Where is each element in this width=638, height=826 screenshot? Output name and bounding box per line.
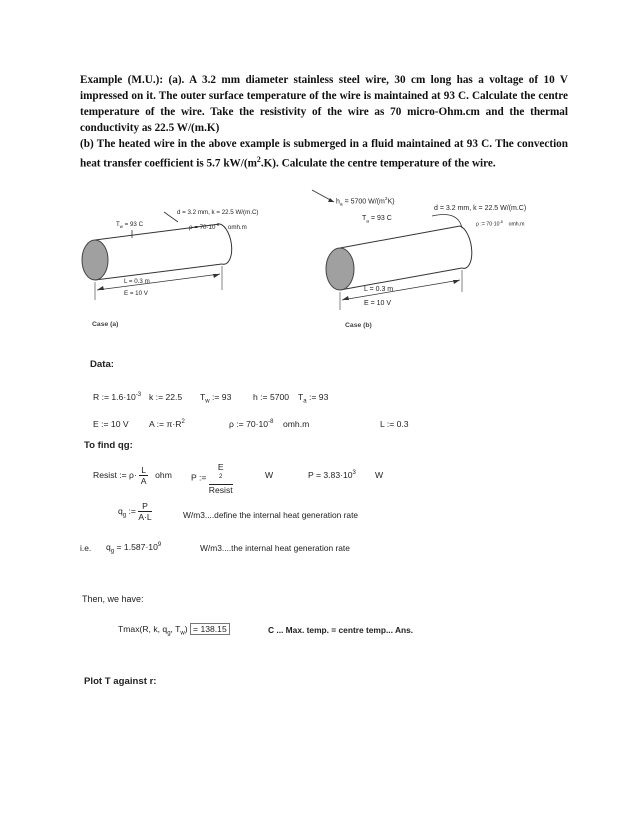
var-rho: ρ := $70\cdot 10^{-8}$ omh.m bbox=[229, 419, 310, 429]
var-E: E := 10 V bbox=[93, 419, 129, 429]
var-h: h := 5700 bbox=[253, 392, 290, 402]
problem-part-a: Example (M.U.): (a). A 3.2 mm diameter stainless steel wire, 30 cm long has a voltage of 10 V impressed on it. The outer surface temperature of the wire is maintained at 93 C. Calculate the centre temperature of the wire. Take the resistivity of the wire as 70 micro-Ohm.cm and the thermal conductivity as 22.5 W/(m.K) bbox=[80, 74, 568, 134]
problem-statement bbox=[80, 72, 568, 172]
rho-label-b: ρ := $70\cdot 10^{-8}$ omh.m bbox=[476, 220, 525, 228]
power-equation: P := E $^2$ Resist bbox=[191, 462, 233, 495]
then-label: Then, we have: bbox=[82, 594, 144, 604]
wire-cross-section bbox=[326, 248, 354, 290]
resist-equation: Resist := ρ· $\frac{L}{A}$ ohm bbox=[93, 465, 172, 486]
wire-diagram-case-a bbox=[70, 200, 320, 310]
find-qg-heading: To find qg: bbox=[84, 440, 133, 451]
data-heading: Data: bbox=[90, 359, 114, 370]
qg-definition-note: W/m3....define the internal heat generation rate bbox=[183, 510, 359, 520]
var-k: k := 22.5 bbox=[149, 392, 183, 402]
case-b-caption: Case (b) bbox=[345, 322, 372, 329]
plot-heading: Plot T against r: bbox=[84, 676, 157, 687]
voltage-label-a: E = 10 V bbox=[124, 290, 148, 297]
rho-label-a: $\rho = 70\cdot 10^{-8}$ omh.m bbox=[189, 222, 247, 232]
qg-result-note: W/m3....the internal heat generation rate bbox=[200, 543, 350, 553]
tw-label: $T_w = 93$ C bbox=[116, 221, 144, 230]
dk-label-b: d = 3.2 mm, k = 22.5 W/(m.C) bbox=[434, 205, 527, 212]
ha-label: $h_a = 5700$ $W/(m^2K)$ bbox=[336, 197, 395, 208]
qg-result: $q_g = 1.587\cdot 10^9$ bbox=[106, 542, 162, 555]
length-label-b: L = 0.3 m bbox=[364, 286, 394, 293]
tmax-equation: Tmax(R, k, $q_g$, $T_w) = 138.15$ bbox=[118, 624, 230, 637]
var-Tw: $T_w$ := 93 bbox=[200, 392, 232, 405]
wire-cross-section bbox=[82, 240, 108, 280]
ta-label: $T_a = 93$ C bbox=[362, 215, 392, 225]
power-result-unit: W bbox=[375, 470, 384, 480]
length-label-a: L = 0.3 m bbox=[124, 278, 150, 285]
var-Ta: $T_a$ := 93 bbox=[298, 392, 329, 405]
var-A: A := $\pi\cdot R^2$ bbox=[149, 419, 185, 429]
tmax-note: C ... Max. temp. = centre temp... Ans. bbox=[268, 625, 414, 635]
power-unit: W bbox=[265, 470, 274, 480]
problem-part-b: (b) The heated wire in the above example is submerged in a fluid maintained at 93 C. The convection heat transfer coefficient is 5.7 $kW/(m^2.K)$. Calculate the centre temperature of the wire. bbox=[80, 138, 568, 170]
ie-label: i.e. bbox=[80, 543, 92, 553]
qg-equation: $q_g$ := $\frac{P}{A\cdot L}$ bbox=[118, 501, 152, 522]
dk-label-a: d = 3.2 mm, k = 22.5 W/(m.C) bbox=[177, 209, 259, 216]
voltage-label-b: E = 10 V bbox=[364, 300, 392, 307]
var-L: L := 0.3 bbox=[380, 419, 409, 429]
power-result: $P = 3.83\cdot 10^3$ bbox=[308, 470, 356, 480]
var-R: R := $1.6\cdot 10^{-3}$ bbox=[93, 392, 142, 402]
case-a-caption: Case (a) bbox=[92, 321, 119, 328]
